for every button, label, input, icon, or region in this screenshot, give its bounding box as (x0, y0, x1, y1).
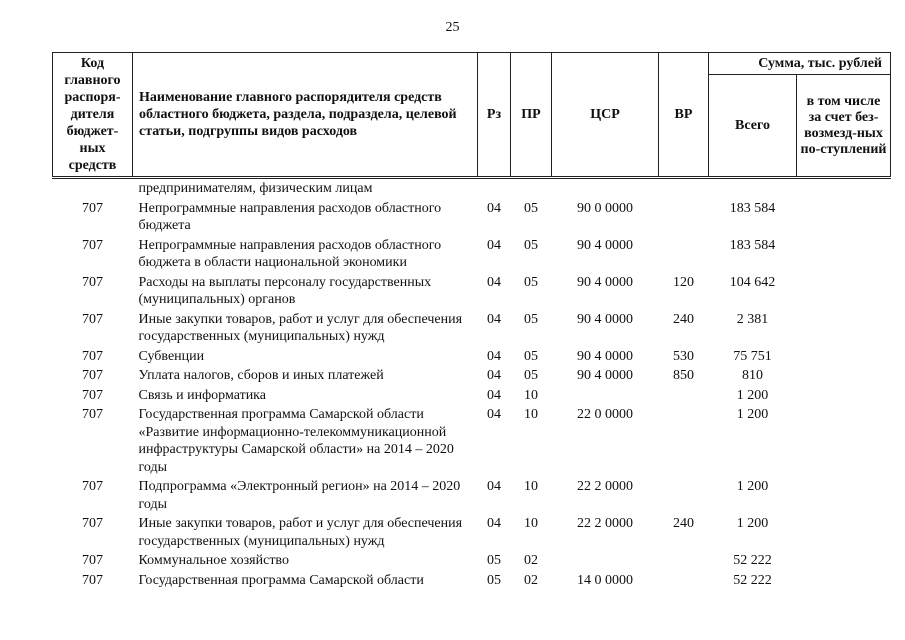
page-number: 25 (445, 20, 460, 35)
cell-free (797, 571, 891, 591)
cell-name: Иные закупки товаров, работ и услуг для обеспечения государственных (муниципальных) нужд (138, 311, 463, 344)
cell-name: Субвенции (138, 348, 205, 364)
cell-vr (659, 386, 709, 406)
cell-vsego: 52 222 (733, 553, 772, 568)
cell-rz: 05 (487, 553, 501, 568)
cell-pr: 10 (524, 516, 538, 531)
cell-pr: 05 (524, 311, 538, 327)
cell-pr: 02 (524, 553, 538, 568)
header-vr: ВР (659, 53, 709, 178)
cell-csr: 90 0 0000 (577, 200, 633, 216)
header-sum-title: Сумма, тыс. рублей (709, 53, 891, 75)
cell-name: Связь и информатика (138, 387, 266, 403)
cell-vsego: 2 381 (736, 311, 769, 327)
cell-kod (53, 178, 133, 199)
cell-rz: 04 (487, 368, 501, 383)
cell-pr: 05 (524, 368, 538, 383)
cell-free (797, 273, 891, 310)
cell-vr: 120 (673, 274, 694, 290)
cell-csr (552, 551, 659, 571)
cell-csr (552, 386, 659, 406)
cell-vsego: 52 222 (733, 572, 772, 588)
cell-rz: 04 (487, 311, 501, 327)
cell-vsego (709, 178, 797, 199)
cell-free (797, 310, 891, 347)
cell-kod: 707 (82, 387, 103, 403)
cell-kod: 707 (82, 553, 103, 568)
header-free: в том числе за счет без-возмезд-ных по-ступлений (797, 75, 891, 178)
cell-free (797, 347, 891, 367)
cell-rz: 05 (487, 572, 501, 588)
cell-kod: 707 (82, 516, 103, 531)
cell-free (797, 178, 891, 199)
cell-rz: 04 (487, 274, 501, 290)
table-row (53, 386, 891, 406)
cell-kod: 707 (82, 407, 103, 422)
cell-vr: 240 (673, 311, 694, 327)
table-row (53, 477, 891, 514)
table-row (53, 178, 891, 199)
cell-vr: 530 (673, 348, 694, 364)
cell-vr (659, 571, 709, 591)
cell-csr: 22 0 0000 (577, 407, 633, 422)
cell-csr: 22 2 0000 (577, 516, 633, 531)
cell-free (797, 477, 891, 514)
table-row (53, 571, 891, 591)
cell-pr: 10 (524, 407, 538, 422)
cell-free (797, 551, 891, 571)
table-header (53, 53, 891, 178)
cell-name: предпринимателям, физическим лицам (138, 181, 373, 196)
cell-kod: 707 (82, 274, 103, 290)
cell-rz: 04 (487, 516, 501, 531)
cell-pr: 02 (524, 572, 538, 588)
cell-rz: 04 (487, 200, 501, 216)
cell-name: Расходы на выплаты персоналу государственных (муниципальных) органов (138, 274, 432, 307)
header-csr: ЦСР (552, 53, 659, 178)
cell-vr (659, 477, 709, 514)
cell-name: Государственная программа Самарской области «Развитие информационно-телекоммуникационной инфраструктуры Самарской области» на 2014 – 2020 годы (138, 407, 454, 475)
cell-free (797, 366, 891, 386)
cell-pr: 10 (524, 387, 538, 403)
cell-vr: 240 (673, 516, 694, 531)
cell-vsego: 1 200 (736, 387, 769, 403)
cell-name: Непрограммные направления расходов областного бюджета (138, 200, 442, 233)
cell-csr: 90 4 0000 (577, 348, 633, 364)
table-body (53, 178, 891, 591)
budget-table (52, 52, 891, 590)
cell-free (797, 386, 891, 406)
cell-free (797, 199, 891, 236)
cell-vsego: 1 200 (736, 516, 769, 531)
cell-name: Государственная программа Самарской области (138, 572, 424, 588)
cell-kod: 707 (82, 572, 103, 588)
cell-vr (659, 178, 709, 199)
cell-vsego: 104 642 (729, 274, 776, 290)
cell-rz: 04 (487, 387, 501, 403)
cell-name: Иные закупки товаров, работ и услуг для обеспечения государственных (муниципальных) нужд (138, 516, 463, 549)
cell-vr (659, 551, 709, 571)
cell-vsego: 1 200 (736, 479, 769, 494)
cell-rz: 04 (487, 407, 501, 422)
cell-free (797, 514, 891, 551)
cell-vsego: 75 751 (733, 348, 772, 364)
cell-pr: 05 (524, 348, 538, 364)
cell-free (797, 236, 891, 273)
cell-csr: 90 4 0000 (577, 274, 633, 290)
table-row (53, 347, 891, 367)
cell-rz: 04 (487, 348, 501, 364)
cell-pr (511, 178, 552, 199)
cell-kod: 707 (82, 368, 103, 383)
cell-vr (659, 199, 709, 236)
cell-csr: 22 2 0000 (577, 479, 633, 494)
header-pr: ПР (511, 53, 552, 178)
cell-vr (659, 236, 709, 273)
cell-csr: 90 4 0000 (577, 237, 633, 253)
cell-pr: 05 (524, 200, 538, 216)
cell-vsego: 810 (742, 368, 763, 383)
cell-free (797, 405, 891, 477)
cell-name: Подпрограмма «Электронный регион» на 2014 – 2020 годы (138, 479, 461, 512)
cell-kod: 707 (82, 237, 103, 253)
table-row (53, 236, 891, 273)
table-row (53, 405, 891, 477)
cell-kod: 707 (82, 348, 103, 364)
cell-rz: 04 (487, 237, 501, 253)
cell-vr: 850 (673, 368, 694, 383)
table-row (53, 551, 891, 571)
cell-csr: 90 4 0000 (577, 368, 633, 383)
cell-kod: 707 (82, 311, 103, 327)
table-row (53, 199, 891, 236)
cell-kod: 707 (82, 479, 103, 494)
cell-name: Непрограммные направления расходов областного бюджета в области национальной экономики (138, 237, 442, 270)
cell-csr: 90 4 0000 (577, 311, 633, 327)
cell-rz: 04 (487, 479, 501, 494)
cell-rz (478, 178, 511, 199)
cell-pr: 05 (524, 237, 538, 253)
cell-pr: 10 (524, 479, 538, 494)
cell-pr: 05 (524, 274, 538, 290)
header-vsego: Всего (709, 75, 797, 178)
cell-vsego: 183 584 (729, 200, 776, 216)
table-row (53, 310, 891, 347)
cell-csr (552, 178, 659, 199)
header-kod: Код главного распоря-дителя бюджет-ных средств (53, 53, 133, 178)
header-rz: Рз (478, 53, 511, 178)
table-row (53, 273, 891, 310)
header-name: Наименование главного распорядителя средств областного бюджета, раздела, подраздела, целевой статьи, подгруппы видов расходов (133, 53, 478, 178)
cell-name: Уплата налогов, сборов и иных платежей (138, 368, 384, 383)
table-row (53, 514, 891, 551)
cell-kod: 707 (82, 200, 103, 216)
cell-name: Коммунальное хозяйство (138, 553, 289, 568)
cell-vsego: 183 584 (729, 237, 776, 253)
cell-csr: 14 0 0000 (577, 572, 633, 588)
cell-vr (659, 405, 709, 477)
cell-vsego: 1 200 (736, 407, 769, 422)
table-row (53, 366, 891, 386)
